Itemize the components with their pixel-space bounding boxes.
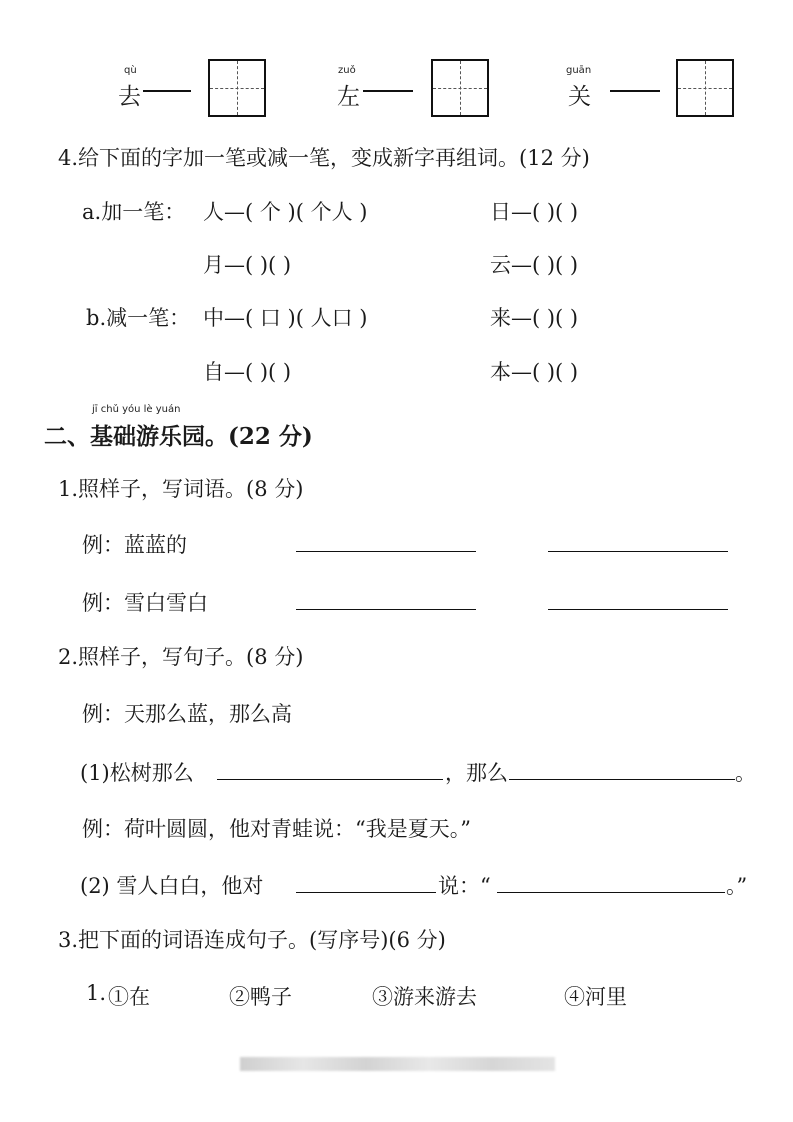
s2q2-item1-mid: ，那么: [445, 761, 508, 785]
s2q2-title: 2.照样子，写句子。(8 分): [58, 645, 304, 669]
s2q2-item1-end: 。: [735, 761, 756, 785]
q4-b-label: b.减一笔：: [86, 306, 191, 330]
pinyin-zuo: zuǒ: [338, 65, 356, 76]
writing-grid-2[interactable]: [431, 59, 489, 117]
q4-a-label: a.加一笔：: [82, 200, 186, 224]
q4-b-row2-left[interactable]: 自—( )( ): [203, 360, 292, 384]
dash-1: [143, 90, 191, 92]
s2q3-word-1: ①在: [108, 985, 150, 1009]
char-qu: 去: [118, 84, 141, 110]
pinyin-qu: qù: [124, 65, 137, 76]
s2q1-title: 1.照样子，写词语。(8 分): [58, 477, 304, 501]
q4-a-row1-left[interactable]: 人—( 个 )( 个人 ): [203, 200, 368, 224]
s2q2-item2-end: 。”: [726, 874, 748, 898]
s2q2-example-2: 例：荷叶圆圆，他对青蛙说：“我是夏天。”: [82, 817, 471, 841]
answer-line-4a[interactable]: [296, 892, 436, 893]
s2q2-item2-mid: 说：“: [438, 874, 491, 898]
dash-2: [363, 90, 413, 92]
s2q3-word-4: ④河里: [564, 985, 627, 1009]
s2q1-example-1: 例：蓝蓝的: [82, 533, 187, 557]
section-2-pinyin: jī chǔ yóu lè yuán: [92, 404, 181, 415]
char-guan: 关: [568, 84, 591, 110]
s2q3-word-2: ②鸭子: [229, 985, 292, 1009]
q4-title: 4.给下面的字加一笔或减一笔，变成新字再组词。(12 分): [58, 146, 590, 170]
s2q2-item1-start: (1)松树那么: [80, 761, 194, 785]
q4-b-row2-right[interactable]: 本—( )( ): [490, 360, 579, 384]
q4-a-row2-left[interactable]: 月—( )( ): [203, 253, 292, 277]
answer-line-3a[interactable]: [217, 779, 443, 780]
answer-line-2b[interactable]: [548, 609, 728, 610]
answer-line-3b[interactable]: [509, 779, 735, 780]
q4-b-row1-right[interactable]: 来—( )( ): [490, 306, 579, 330]
answer-line-2a[interactable]: [296, 609, 476, 610]
q4-a-row2-right[interactable]: 云—( )( ): [490, 253, 579, 277]
pinyin-guan: guān: [566, 65, 592, 76]
s2q2-example-1: 例：天那么蓝，那么高: [82, 702, 292, 726]
dash-3: [610, 90, 660, 92]
s2q3-prefix: 1.: [86, 981, 107, 1005]
char-zuo: 左: [337, 84, 360, 110]
answer-line-1b[interactable]: [548, 551, 728, 552]
blurred-footer: [240, 1057, 555, 1071]
s2q3-word-3: ③游来游去: [372, 985, 477, 1009]
q4-b-row1-left[interactable]: 中—( 口 )( 人口 ): [203, 306, 368, 330]
answer-line-4b[interactable]: [497, 892, 725, 893]
q4-a-row1-right[interactable]: 日—( )( ): [490, 200, 579, 224]
s2q1-example-2: 例：雪白雪白: [82, 591, 208, 615]
section-2-title: 二、基础游乐园。(22 分): [44, 423, 313, 450]
writing-grid-3[interactable]: [676, 59, 734, 117]
s2q2-item2-start: (2) 雪人白白，他对: [80, 874, 264, 898]
writing-grid-1[interactable]: [208, 59, 266, 117]
answer-line-1a[interactable]: [296, 551, 476, 552]
s2q3-title: 3.把下面的词语连成句子。(写序号)(6 分): [58, 928, 446, 952]
